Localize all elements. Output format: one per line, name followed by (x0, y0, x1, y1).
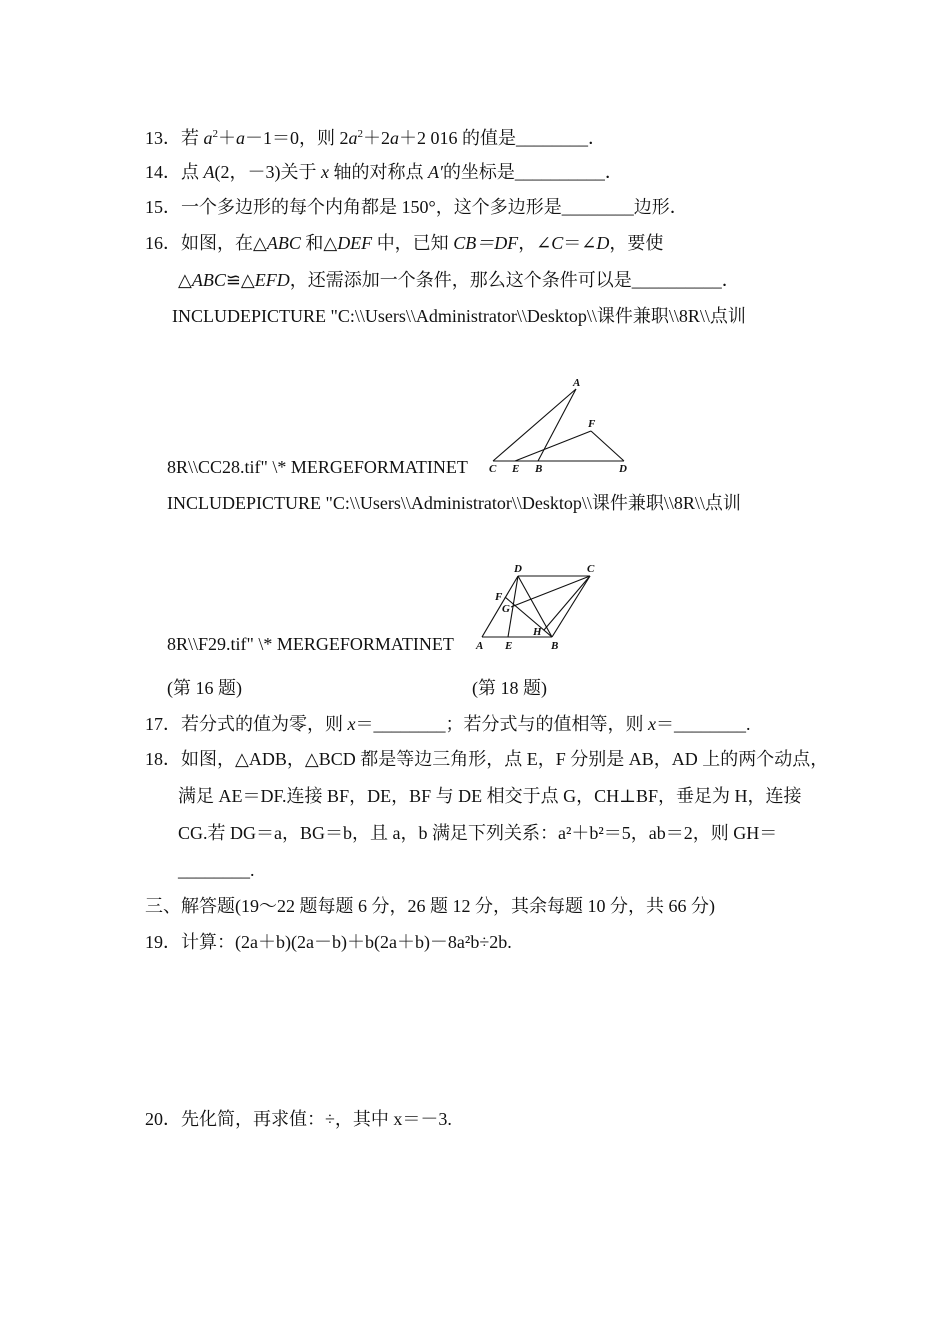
segment-BC (552, 576, 590, 637)
question-number: 13． (145, 128, 181, 148)
fig18-label-F: F (495, 591, 503, 603)
question-13: 13．若 $a^2+a-1=0$，则 $2a^2+2a+2$ 016 的值是________． (145, 128, 606, 148)
segment-CH (544, 576, 590, 630)
segment-FB (505, 597, 552, 637)
question-15: 15．一个多边形的每个内角都是 150°，这个多边形是________边形． (145, 197, 688, 217)
question-17: 17．若分式的值为零，则 x＝________；若分式与的值相等，则 x＝________. (145, 714, 751, 734)
fig16-label-C: C (489, 463, 497, 475)
segment-EF (515, 431, 591, 461)
question-number: 20． (145, 1109, 181, 1129)
caption-16: (第 16 题) (167, 678, 242, 698)
fig18-label-H: H (533, 626, 542, 638)
fig18-label-A: A (476, 640, 484, 652)
includepicture-field-2: INCLUDEPICTURE "C:\\Users\\Administrator\\Desktop\\课件兼职\\8R\\点训 (167, 493, 741, 513)
question-number: 18． (145, 749, 181, 769)
question-number: 16． (145, 233, 181, 253)
fig18-label-B: B (551, 640, 559, 652)
section-heading-3: 三、解答题(19～22 题每题 6 分，26 题 12 分，其余每题 10 分，共 66 分) (145, 896, 715, 916)
question-18-line-4: ________. (178, 860, 255, 880)
segment-CA (493, 389, 576, 461)
question-14: 14．点 A(2，－3)关于 x 轴的对称点 A′的坐标是__________． (145, 162, 623, 182)
question-number: 19． (145, 932, 181, 952)
fig18-label-C: C (587, 563, 595, 575)
figure-18 (472, 560, 602, 655)
mergeformat-field-2: 8R\\F29.tif" \* MERGEFORMATINET (167, 634, 454, 654)
question-number: 14． (145, 162, 181, 182)
includepicture-field-1: INCLUDEPICTURE "C:\\Users\\Administrator\\Desktop\\课件兼职\\8R\\点训 (172, 306, 746, 326)
figure-16 (480, 375, 640, 475)
fig18-label-E: E (505, 640, 513, 652)
question-number: 17． (145, 714, 181, 734)
question-number: 15． (145, 197, 181, 217)
fig16-label-E: E (512, 463, 520, 475)
question-16-line-2: △ABC≌△EFD，还需添加一个条件，那么这个条件可以是__________． (178, 270, 740, 290)
question-18-line-3: CG.若 DG＝a，BG＝b，且 a，b 满足下列关系：a²＋b²＝5，ab＝2，则 GH＝ (178, 823, 778, 843)
segment-CG (511, 576, 590, 607)
question-18-line-2: 满足 AE＝DF.连接 BF，DE，BF 与 DE 相交于点 G，CH⊥BF，垂足为 H，连接 (178, 786, 802, 806)
fig16-label-F: F (588, 418, 596, 430)
segment-FD (591, 431, 624, 461)
question-19: 19．计算：(2a＋b)(2a－b)＋b(2a＋b)－8a²b÷2b. (145, 932, 512, 952)
caption-18: (第 18 题) (472, 678, 547, 698)
question-20: 20．先化简，再求值：÷，其中 x＝－3. (145, 1109, 452, 1129)
fig16-label-D: D (619, 463, 627, 475)
fig18-label-D: D (514, 563, 522, 575)
mergeformat-field-1: 8R\\CC28.tif" \* MERGEFORMATINET (167, 457, 468, 477)
question-18: 18．如图，△ADB，△BCD 都是等边三角形，点 E，F 分别是 AB，AD 上的两个动点， (145, 749, 829, 769)
fig18-label-G: G (502, 603, 510, 615)
fig16-label-B: B (535, 463, 543, 475)
question-16: 16．如图，在△ABC 和△DEF 中，已知 CB＝DF，∠C＝∠D，要使 (145, 233, 664, 253)
fig16-label-A: A (573, 377, 581, 389)
